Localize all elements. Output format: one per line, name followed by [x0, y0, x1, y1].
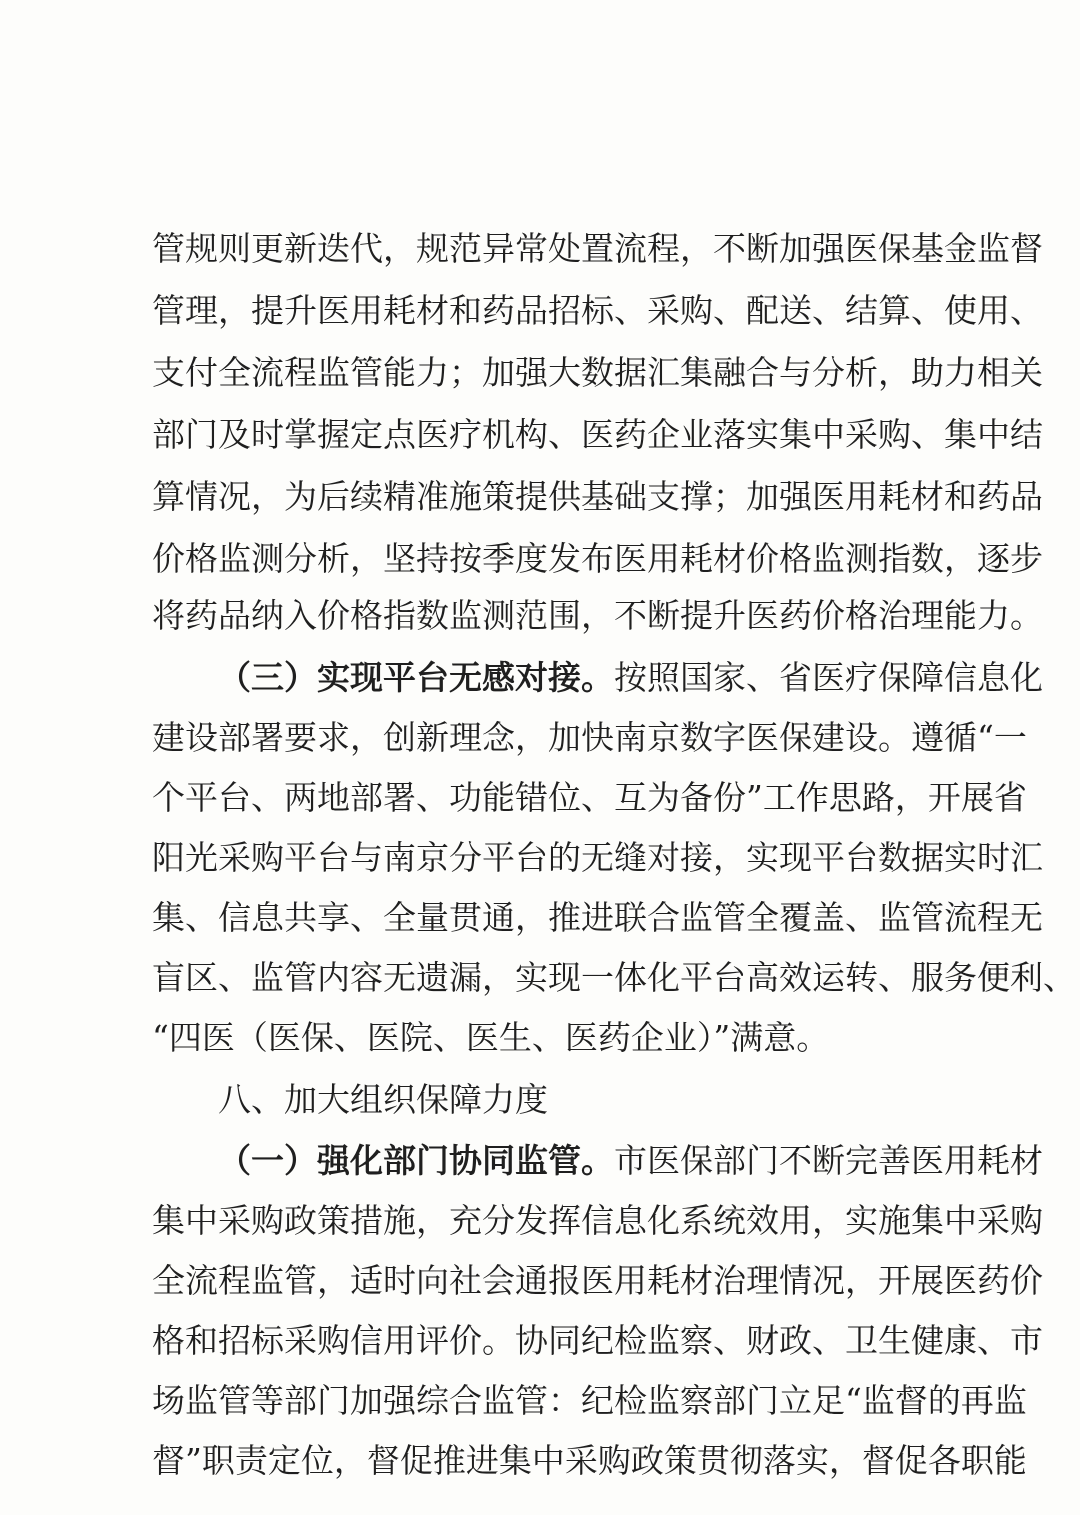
section-3-first-line-text: 按照国家、省医疗保障信息化	[614, 658, 1043, 697]
body-text-line: 集中采购政策措施，充分发挥信息化系统效用，实施集中采购	[152, 1201, 1043, 1240]
body-text-line: 价格监测分析，坚持按季度发布医用耗材价格监测指数，逐步	[152, 539, 1043, 578]
section-3-first-line	[218, 647, 1043, 709]
section-8-1-first-line	[218, 1130, 1043, 1192]
body-text-line: 集、信息共享、全量贯通，推进联合监管全覆盖、监管流程无	[152, 898, 1043, 937]
body-text-line: 将药品纳入价格指数监测范围，不断提升医药价格治理能力。	[152, 596, 1043, 635]
section-8-1-first-line-text: 市医保部门不断完善医用耗材	[614, 1141, 1043, 1180]
body-text-line: “四医（医保、医院、医生、医药企业）”满意。	[152, 1018, 830, 1057]
body-text-line: 督”职责定位，督促推进集中采购政策贯彻落实，督促各职能	[152, 1441, 1027, 1480]
body-text-line: 管理，提升医用耗材和药品招标、采购、配送、结算、使用、	[152, 291, 1043, 330]
section-8-1-heading: （一）强化部门协同监管。	[218, 1141, 614, 1180]
body-text-line: 建设部署要求，创新理念，加快南京数字医保建设。遵循“一	[152, 718, 1027, 757]
body-text-line: 格和招标采购信用评价。协同纪检监察、财政、卫生健康、市	[152, 1321, 1043, 1360]
body-text-line: 个平台、两地部署、功能错位、互为备份”工作思路，开展省	[152, 778, 1027, 817]
body-text-line: 场监管等部门加强综合监管：纪检监察部门立足“监督的再监	[152, 1381, 1027, 1420]
body-text-line: 管规则更新迭代，规范异常处置流程，不断加强医保基金监督	[152, 229, 1043, 268]
body-text-line: 全流程监管，适时向社会通报医用耗材治理情况，开展医药价	[152, 1261, 1043, 1300]
body-text-line: 部门及时掌握定点医疗机构、医药企业落实集中采购、集中结	[152, 415, 1043, 454]
body-text-line: 阳光采购平台与南京分平台的无缝对接，实现平台数据实时汇	[152, 838, 1043, 877]
body-text-line: 算情况，为后续精准施策提供基础支撑；加强医用耗材和药品	[152, 477, 1043, 516]
body-text-line: 盲区、监管内容无遗漏，实现一体化平台高效运转、服务便利、	[152, 958, 1076, 997]
body-text-line: 支付全流程监管能力；加强大数据汇集融合与分析，助力相关	[152, 353, 1043, 392]
section-8-title: 八、加大组织保障力度	[218, 1080, 548, 1119]
section-3-heading: （三）实现平台无感对接。	[218, 658, 614, 697]
